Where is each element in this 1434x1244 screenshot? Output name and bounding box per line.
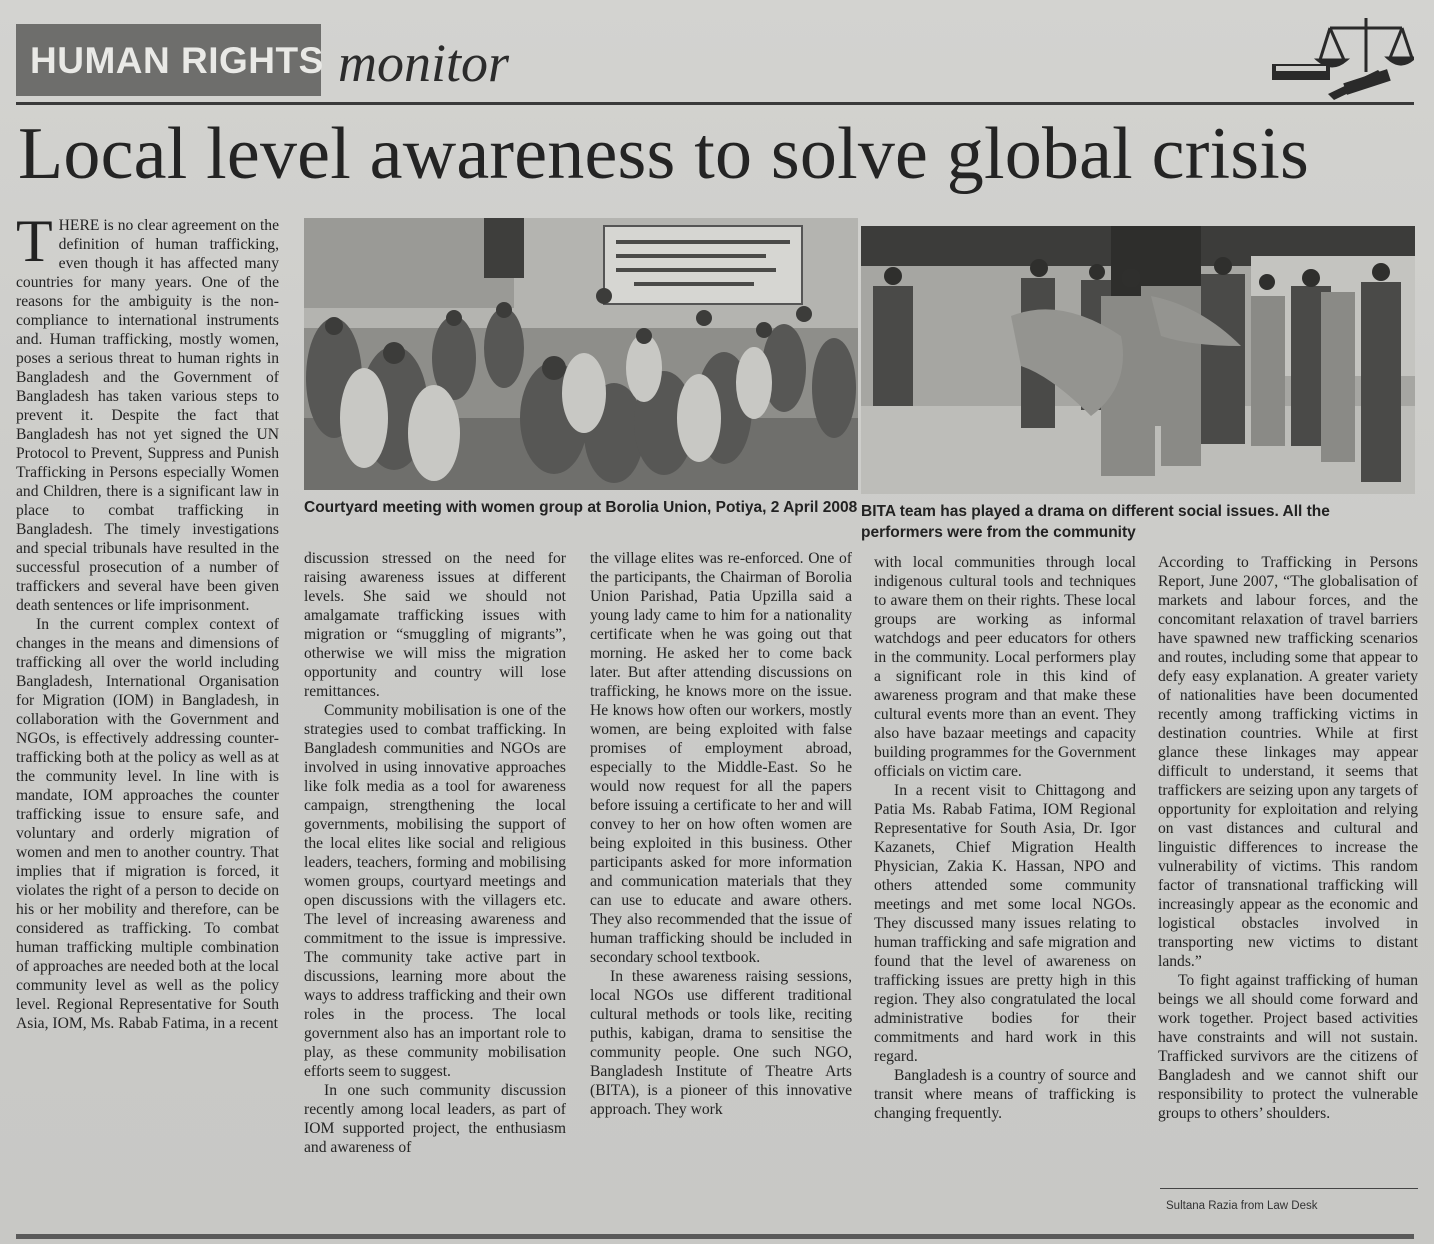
section-subtitle: monitor: [338, 33, 510, 93]
article-paragraph: discussion stressed on the need for raising awareness issues at different levels. She said we should not amalgamate trafficking issues with migration or “smuggling of migrants”, otherwise we will miss the migration opportunity and country will lose remittances.: [304, 550, 566, 700]
paragraph-text: HERE is no clear agreement on the definition of human trafficking, even though it has affected many countries for many years. One of the reasons for the ambiguity is the non-compliance to international instruments and. Human trafficking, mostly women, poses a serious threat to human rights in Bangladesh and the Government of Bangladesh has taken various steps to prevent it. Despite the fact that Bangladesh has not yet signed the UN Protocol to Prevent, Suppress and Punish Trafficking in Persons especially Women and Children, there is a significant law in place to combat trafficking in Bangladesh. The timely investigations and special tribunals have resulted in the successful prosecution of a number of traffickers and several have been given death sentences or life imprisonment.: [16, 217, 279, 614]
article-paragraph: In a recent visit to Chittagong and Patia Ms. Rabab Fatima, IOM Regional Representative for South Asia, Dr. Igor Kazanets, Chief Migration Health Physician, Zakia K. Hassan, NPO and others attended some community meetings and met some local NGOs. They discussed many issues relating to human trafficking and safe migration and found that the level of awareness on trafficking issues are pretty high in this region. They also congratulated the local administrative bodies for their commitments and hard work in this regard.: [874, 782, 1136, 1065]
article-paragraph: the village elites was re-enforced. One of the participants, the Chairman of Borolia Union Parishad, Patia Upzilla said a young lady came to him for a nationality certificate when he was going out that morning. He asked her to come back later. But after attending discussions on trafficking, he knows more on the issue. He knows how often our workers, mostly women, are being exploited with false promises of employment abroad, especially to the Middle-East. So he would now request for all the papers before issuing a certificate to her and will convey to her on how often women are being exploited in this business. Other participants asked for more information and communication materials that they can use to educate and aware others. They also recommended that the issue of human trafficking should be included in secondary school textbook.: [590, 550, 852, 966]
article-paragraph: Bangladesh is a country of source and transit where means of trafficking is changing frequently.: [874, 1067, 1136, 1122]
photo-courtyard-meeting: [304, 218, 858, 490]
article-paragraph: In these awareness raising sessions, local NGOs use different traditional cultural methods or tools like, reciting puthis, kabigan, drama to sensitise the community people. One such NGO, Bangladesh Institute of Theatre Arts (BITA), is a pioneer of this innovative approach. They work: [590, 968, 852, 1118]
bottom-rule: [16, 1234, 1414, 1239]
section-label: HUMAN RIGHTS: [30, 40, 324, 81]
photo-caption-1: Courtyard meeting with women group at Borolia Union, Potiya, 2 April 2008: [304, 499, 858, 516]
byline: Sultana Razia from Law Desk: [1166, 1200, 1318, 1212]
article-paragraph: According to Trafficking in Persons Report, June 2007, “The globalisation of markets and labour forces, and the concomitant relaxation of travel barriers have spawned new trafficking scenarios and routes, including some that appear to defy easy explanation. A greater variety of nationalities have been documented recently among trafficking victims in destination countries. While at first glance these linkages may appear difficult to understand, it seems that traffickers are seizing upon any targets of opportunity for exploitation and relying on vast distances and cultural and linguistic differences to increase the vulnerability of victims. This random factor of transnational trafficking will increasingly appear as the economic and logistical obstacles involved in transporting new victims to distant lands.”: [1158, 554, 1418, 970]
article-column-1: [16, 208, 279, 1033]
byline-rule: [1160, 1188, 1418, 1189]
article-column-2: [304, 549, 566, 1157]
headline: Local level awareness to solve global crisis: [18, 113, 1310, 195]
article-column-4: [874, 553, 1136, 1123]
article-paragraph: Community mobilisation is one of the strategies used to combat trafficking. In Bangladesh communities and NGOs are involved in using innovative approaches like folk media as a tool for awareness campaign, strengthening the local governments, mobilising the support of the local elites like social and religious leaders, teachers, forming and mobilising women groups, courtyard meetings and open discussions with the villagers etc. The level of increasing awareness and commitment to the issue is impressive. The community take active part in discussions, learning more about the ways to address trafficking and their own roles in the process. The local government also has an important role to play, as these community mobilisation efforts seem to suggest.: [304, 702, 566, 1080]
article-paragraph: To fight against trafficking of human beings we all should come forward and work together. Project based activities have constraints and will not sustain. Trafficked survivors are the citizens of Bangladesh and we cannot shift our responsibility to protect the vulnerable groups to others’ shoulders.: [1158, 972, 1418, 1122]
drop-cap: T: [16, 208, 53, 274]
article-paragraph: [16, 208, 279, 615]
masthead: [16, 24, 1414, 96]
section-banner: [16, 24, 324, 96]
photo-caption-2: BITA team has played a drama on different social issues. All the performers were from the community: [861, 503, 1330, 541]
masthead-rule: [16, 102, 1414, 105]
photo-bita-drama: [861, 226, 1415, 494]
article-column-5: [1158, 553, 1418, 1123]
article-paragraph: In the current complex context of changes in the means and dimensions of trafficking all over the world including Bangladesh, International Organisation for Migration (IOM) in Bangladesh, in collaboration with the Government and NGOs, is effectively addressing counter-trafficking both at the policy as well as at the community level. In line with is mandate, IOM approaches the counter trafficking issue to ensure safe, and voluntary and orderly migration of women and men to another country. That implies that if migration is forced, it violates the right of a person to decide on his or her mobility and therefore, can be considered as trafficking. To combat human trafficking multiple combination of approaches are needed both at the local community level as well as the policy level. Regional Representative for South Asia, IOM, Ms. Rabab Fatima, in a recent: [16, 616, 279, 1032]
article-paragraph: In one such community discussion recently among local leaders, as part of IOM supported project, the enthusiasm and awareness of: [304, 1082, 566, 1156]
article-column-3: [590, 549, 852, 1119]
scales-of-justice-icon: [1268, 14, 1414, 100]
article-paragraph: with local communities through local indigenous cultural tools and techniques to aware them on their rights. These local groups are working as informal watchdogs and peer educators for others in the community. Local performers play a significant role in this kind of awareness program and that make these cultural events more than an event. They also have bazaar meetings and capacity building programmes for the Government officials on victim care.: [874, 554, 1136, 780]
